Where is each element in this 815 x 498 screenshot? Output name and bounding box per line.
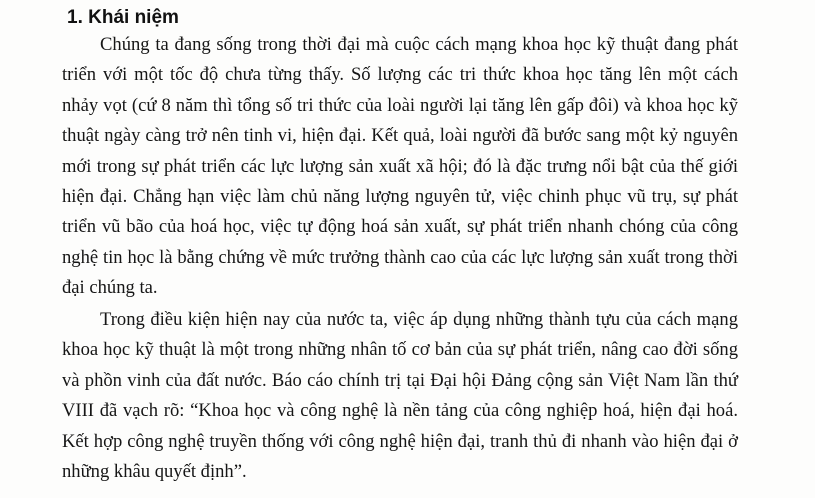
paragraph-2: Trong điều kiện hiện nay của nước ta, việc áp dụng những thành tựu của cách mạng khoa học kỹ thuật là một trong những nhân tố cơ bản của sự phát triển, nâng cao đời sống và phồn vinh của đất nước. Báo cáo chính trị tại Đại hội Đảng cộng sản Việt Nam lần thứ VIII đã vạch rõ: “Khoa học và công nghệ là nền tảng của công nghiệp hoá, hiện đại hoá. Kết hợp công nghệ truyền thống với công nghệ hiện đại, tranh thủ đi nhanh vào hiện đại ở những khâu quyết định”. [62,309,738,483]
paragraph-1: Chúng ta đang sống trong thời đại mà cuộc cách mạng khoa học kỹ thuật đang phát triển với một tốc độ chưa từng thấy. Số lượng các tri thức khoa học tăng lên một cách nhảy vọt (cứ 8 năm thì tổng số tri thức của loài người lại tăng lên gấp đôi) và khoa học kỹ thuật ngày càng trở nên tinh vi, hiện đại. Kết quả, loài người đã bước sang một kỷ nguyên mới trong sự phát triển các lực lượng sản xuất xã hội; đó là đặc trưng nổi bật của thế giới hiện đại. Chẳng hạn việc làm chủ năng lượng nguyên tử, việc chinh phục vũ trụ, sự phát triển vũ bão của hoá học, việc tự động hoá sản xuất, sự phát triển nhanh chóng của công nghệ tin học là bằng chứng về mức trưởng thành cao của các lực lượng sản xuất trong thời đại chúng ta. [62,34,738,299]
section-heading: 1. Khái niệm [67,7,179,28]
